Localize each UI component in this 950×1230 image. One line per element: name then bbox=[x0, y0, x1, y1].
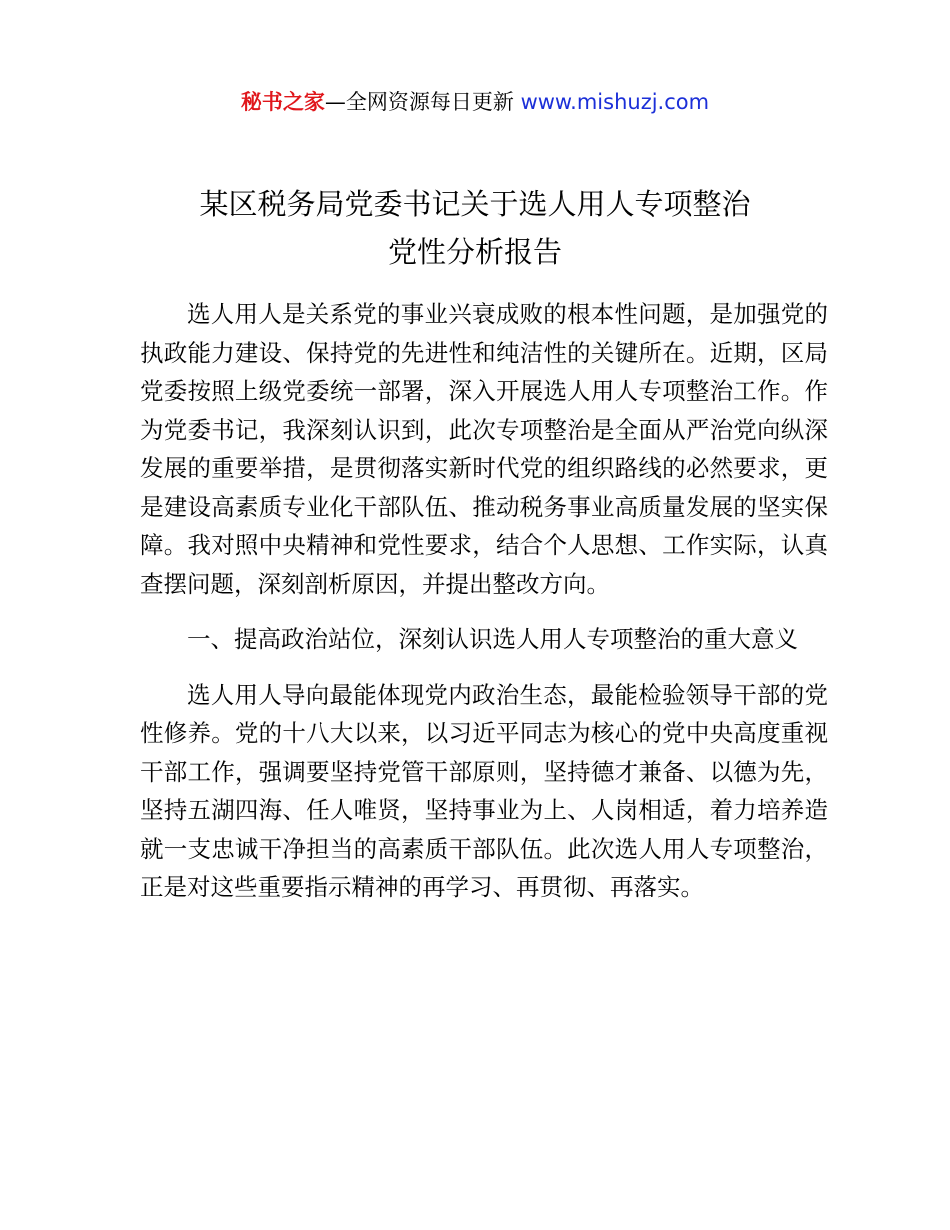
document-title bbox=[0, 180, 950, 276]
site-header bbox=[0, 86, 950, 118]
section-heading: 一、提高政治站位，深刻认识选人用人专项整治的重大意义 bbox=[187, 625, 798, 653]
document-body bbox=[140, 295, 828, 907]
intro-paragraph: 选人用人是关系党的事业兴衰成败的根本性问题，是加强党的执政能力建设、保持党的先进性和纯洁性的关键所在。近期，区局党委按照上级党委统一部署，深入开展选人用人专项整治工作。作为党委书记，我深刻认识到，此次专项整治是全面从严治党向纵深发展的重要举措，是贯彻落实新时代党的组织路线的必然要求，更是建设高素质专业化干部队伍、推动税务事业高质量发展的坚实保障。我对照中央精神和党性要求，结合个人思想、工作实际，认真查摆问题，深刻剖析原因，并提出整改方向。 bbox=[140, 300, 828, 598]
title-line-2: 党性分析报告 bbox=[387, 235, 562, 269]
site-tagline: —全网资源每日更新 bbox=[324, 90, 514, 114]
body-paragraph: 选人用人导向最能体现党内政治生态，最能检验领导干部的党性修养。党的十八大以来，以习近平同志为核心的党中央高度重视干部工作，强调要坚持党管干部原则，坚持德才兼备、以德为先，坚持五湖四海、任人唯贤，坚持事业为上、人岗相适，着力培养造就一支忠诚干净担当的高素质干部队伍。此次选人用人专项整治，正是对这些重要指示精神的再学习、再贯彻、再落实。 bbox=[140, 680, 828, 901]
site-brand: 秘书之家 bbox=[240, 90, 325, 114]
site-url-link[interactable]: www.mishuzj.com bbox=[520, 90, 710, 114]
title-line-1: 某区税务局党委书记关于选人用人专项整治 bbox=[199, 187, 751, 221]
